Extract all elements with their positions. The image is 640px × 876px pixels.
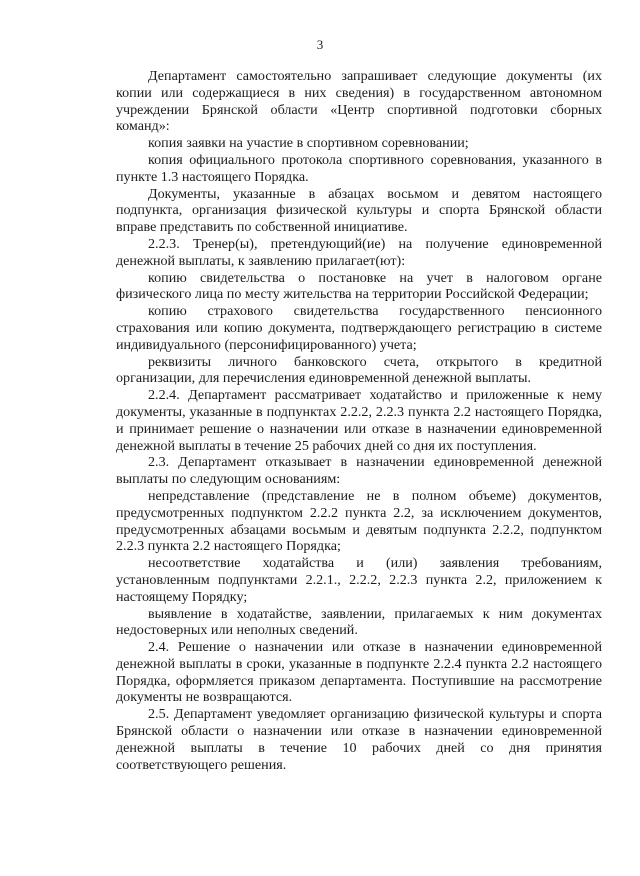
paragraph-bank-details: реквизиты личного банковского счета, открытого в кредитной организации, для перечисления единовременной денежной выплаты. (116, 353, 602, 387)
paragraph-own-initiative: Документы, указанные в абзацах восьмом и девятом настоящего подпункта, организация физической культуры и спорта Брянской области вправе представить по собственной инициативе. (116, 185, 602, 236)
paragraph-pension-certificate: копию страхового свидетельства государственного пенсионного страхования или копию документа, подтверждающего регистрацию в системе индивидуального (персонифицированного) учета; (116, 303, 602, 353)
paragraph-department-requests: Департамент самостоятельно запрашивает следующие документы (их копии или содержащиеся в них сведения) в государственном автономном учреждении Брянской области «Центр спортивной подготовки сборных команд»: (116, 68, 602, 135)
paragraph-refusal-ground-1: непредставление (представление не в полном объеме) документов, предусмотренных подпунктом 2.2.2 пункта 2.2, за исключением документов, предусмотренных абзацами восьмым и девятым подпункта 2.2.2, подпунктом 2.2.3 пункта 2.2 настоящего Порядка; (116, 487, 602, 555)
paragraph-2-4: 2.4. Решение о назначении или отказе в назначении единовременной денежной выплаты в сроки, указанные в подпункте 2.2.4 пункта 2.2 настоящего Порядка, оформляется приказом департамента. Поступившие на рассмотрение документы не возвращаются. (116, 639, 602, 706)
paragraph-2-3: 2.3. Департамент отказывает в назначении единовременной денежной выплаты по следующим основаниям: (116, 454, 602, 488)
paragraph-tax-certificate: копию свидетельства о постановке на учет в налоговом органе физического лица по месту жительства на территории Российской Федерации; (116, 269, 602, 303)
paragraph-protocol-copy: копия официального протокола спортивного соревнования, указанного в пункте 1.3 настоящего Порядка. (116, 151, 602, 185)
document-body (116, 68, 602, 773)
paragraph-refusal-ground-2: несоответствие ходатайства и (или) заявления требованиям, установленным подпунктами 2.2.1., 2.2.2, 2.2.3 пункта 2.2, приложением к настоящему Порядку; (116, 555, 602, 605)
page-number: 3 (316, 37, 324, 52)
paragraph-2-2-3: 2.2.3. Тренер(ы), претендующий(ие) на получение единовременной денежной выплаты, к заявлению прилагает(ют): (116, 235, 602, 269)
paragraph-2-5: 2.5. Департамент уведомляет организацию физической культуры и спорта Брянской области о назначении или отказе в назначении единовременной денежной выплаты в течение 10 рабочих дней со дня принятия соответствующего решения. (116, 706, 602, 773)
paragraph-2-2-4: 2.2.4. Департамент рассматривает ходатайство и приложенные к нему документы, указанные в подпунктах 2.2.2, 2.2.3 пункта 2.2 настоящего Порядка, и принимает решение о назначении или отказе в назначении единовременной денежной выплаты в течение 25 рабочих дней со дня их поступления. (116, 387, 602, 454)
paragraph-refusal-ground-3: выявление в ходатайстве, заявлении, прилагаемых к ним документах недостоверных или неполных сведений. (116, 605, 602, 639)
paragraph-application-copy: копия заявки на участие в спортивном соревновании; (148, 135, 469, 152)
